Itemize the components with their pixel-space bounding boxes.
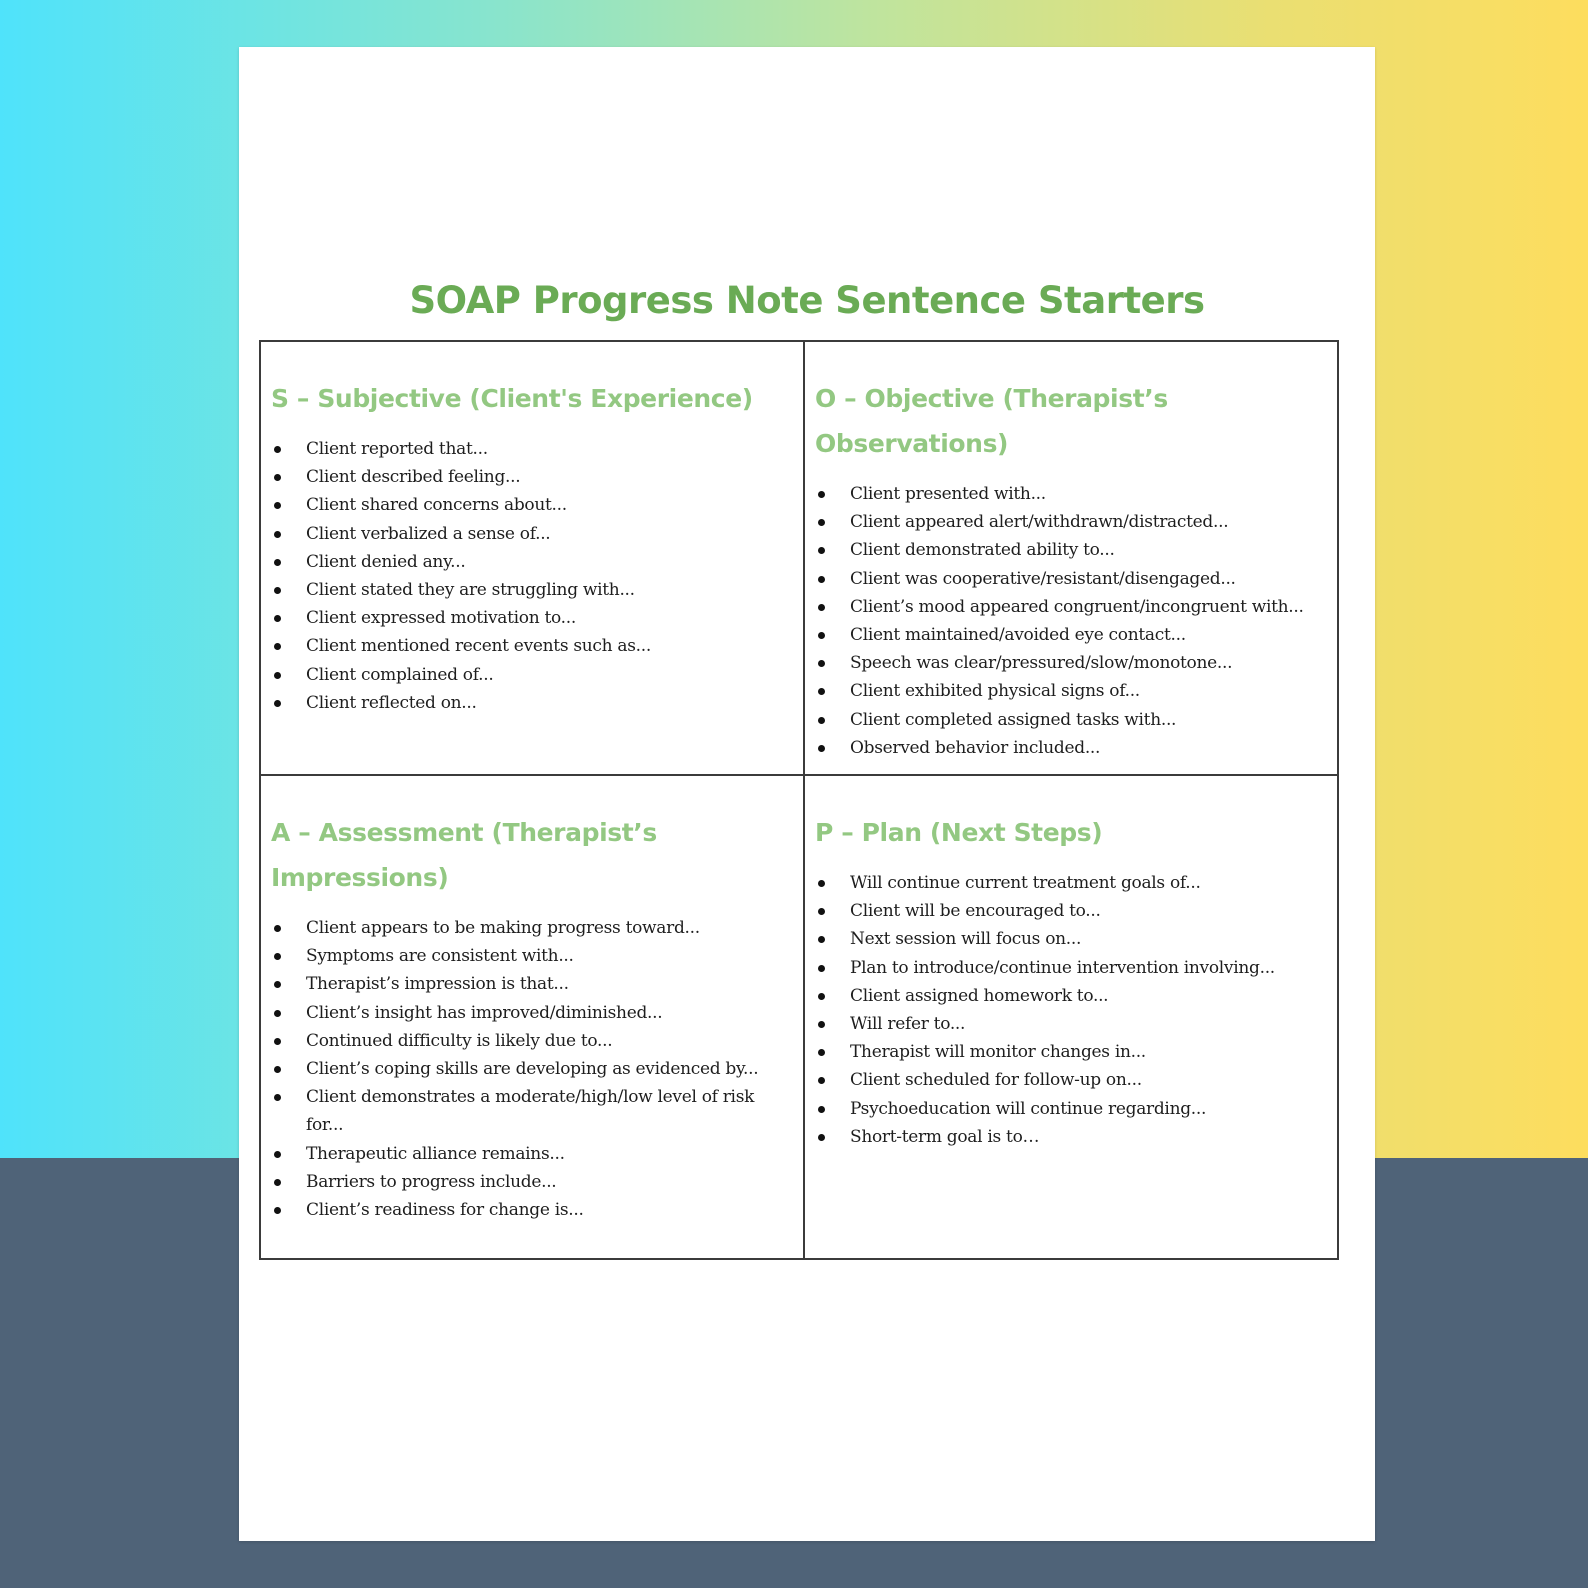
bullet-icon (818, 880, 825, 887)
list-item (271, 1196, 793, 1224)
list-item-text: Client verbalized a sense of... (306, 523, 551, 544)
list-item-text: Client completed assigned tasks with... (850, 709, 1177, 730)
list-item-text: Client assigned homework to... (850, 985, 1109, 1006)
list-item-text: Client’s coping skills are developing as evidenced by... (306, 1059, 759, 1080)
bullet-icon (818, 1106, 825, 1113)
assessment-section (261, 776, 805, 1258)
list-item-text: Observed behavior included... (850, 737, 1101, 758)
list-item-text: Client presented with... (850, 484, 1046, 504)
objective-list (815, 480, 1327, 762)
bullet-icon (818, 936, 825, 943)
list-item-text: Psychoeducation will continue regarding... (850, 1098, 1207, 1119)
bullet-icon (274, 925, 281, 932)
bullet-icon (274, 502, 281, 509)
bullet-icon (818, 1134, 825, 1141)
document-title: SOAP Progress Note Sentence Starters (409, 279, 1205, 322)
bullet-icon (818, 576, 825, 583)
list-item (271, 999, 793, 1027)
list-item-text: Client was cooperative/resistant/disengaged... (850, 568, 1236, 589)
list-item (815, 869, 1327, 897)
list-item (815, 954, 1327, 982)
list-item (271, 604, 793, 632)
list-item (271, 1027, 793, 1055)
list-item (815, 621, 1327, 649)
bullet-icon (818, 1049, 825, 1056)
list-item-text: Client appeared alert/withdrawn/distracted... (850, 512, 1229, 533)
plan-heading: P – Plan (Next Steps) (815, 818, 1103, 847)
list-item-text: Client’s insight has improved/diminished... (306, 1002, 663, 1023)
list-item-text: Client demonstrated ability to... (850, 540, 1115, 561)
bullet-icon (818, 908, 825, 915)
list-item-text: Client maintained/avoided eye contact... (850, 625, 1186, 646)
bullet-icon (274, 1066, 281, 1073)
list-item-text: Client exhibited physical signs of... (850, 681, 1140, 702)
bullet-icon (818, 717, 825, 724)
bullet-icon (818, 745, 825, 752)
list-item (271, 689, 793, 717)
list-item (815, 1095, 1327, 1123)
bullet-icon (818, 965, 825, 972)
list-item (271, 463, 793, 491)
list-item (271, 491, 793, 519)
assessment-heading: A – Assessment (Therapist’s Impressions) (271, 818, 657, 892)
bullet-icon (818, 491, 825, 498)
bullet-icon (274, 531, 281, 538)
list-item (815, 508, 1327, 536)
list-item-text: Barriers to progress include... (306, 1171, 557, 1192)
bullet-icon (274, 615, 281, 622)
bullet-icon (274, 559, 281, 566)
bullet-icon (274, 1151, 281, 1158)
soap-table (259, 340, 1339, 1260)
list-item (271, 548, 793, 576)
list-item (815, 593, 1327, 621)
document-page (239, 47, 1375, 1541)
bullet-icon (274, 474, 281, 481)
bullet-icon (274, 587, 281, 594)
objective-section (805, 342, 1337, 776)
list-item (271, 914, 793, 942)
list-item (815, 706, 1327, 734)
bullet-icon (274, 700, 281, 707)
bullet-icon (818, 547, 825, 554)
list-item (815, 565, 1327, 593)
list-item-text: Client described feeling... (306, 467, 521, 488)
list-item-text: Client’s readiness for change is... (306, 1200, 584, 1221)
list-item (815, 897, 1327, 925)
list-item-text: Will refer to... (850, 1014, 966, 1035)
list-item-text: Client reported that... (306, 439, 488, 459)
list-item (815, 1038, 1327, 1066)
list-item-text: Continued difficulty is likely due to... (306, 1030, 613, 1051)
list-item (271, 520, 793, 548)
list-item-text: Client stated they are struggling with... (306, 580, 635, 601)
bullet-icon (818, 993, 825, 1000)
list-item-text: Client reflected on... (306, 692, 477, 713)
list-item-text: Therapist will monitor changes in... (850, 1042, 1146, 1063)
plan-list (815, 869, 1327, 1151)
list-item-text: Therapist’s impression is that... (306, 974, 569, 995)
list-item (271, 1140, 793, 1168)
subjective-heading: S – Subjective (Client's Experience) (271, 384, 753, 413)
list-item-text: Client expressed motivation to... (306, 608, 576, 629)
list-item (271, 661, 793, 689)
list-item (815, 536, 1327, 564)
list-item-text: Client’s mood appeared congruent/incongruent with... (850, 596, 1304, 617)
list-item (815, 480, 1327, 508)
list-item-text: Client complained of... (306, 664, 494, 685)
list-item (815, 649, 1327, 677)
list-item (815, 677, 1327, 705)
list-item-text: Will continue current treatment goals of... (850, 873, 1201, 893)
bullet-icon (274, 1010, 281, 1017)
list-item-text: Plan to introduce/continue intervention involving... (850, 957, 1275, 978)
list-item (271, 942, 793, 970)
list-item (815, 1010, 1327, 1038)
bullet-icon (274, 1179, 281, 1186)
bullet-icon (274, 446, 281, 453)
list-item-text: Speech was clear/pressured/slow/monotone... (850, 653, 1233, 674)
subjective-list (271, 435, 793, 717)
list-item (815, 734, 1327, 762)
list-item (271, 576, 793, 604)
bullet-icon (274, 981, 281, 988)
list-item-text: Short-term goal is to… (850, 1126, 1040, 1147)
list-item-text: Client mentioned recent events such as... (306, 636, 651, 657)
list-item (271, 1055, 793, 1083)
plan-section (805, 776, 1337, 1258)
bullet-icon (818, 688, 825, 695)
list-item-text: Client denied any... (306, 551, 466, 572)
list-item (815, 982, 1327, 1010)
list-item-text: Client demonstrates a moderate/high/low level of risk for... (306, 1087, 755, 1136)
list-item-text: Client will be encouraged to... (850, 901, 1101, 922)
list-item-text: Symptoms are consistent with... (306, 946, 574, 967)
bullet-icon (274, 1038, 281, 1045)
assessment-list (271, 914, 793, 1224)
bullet-icon (818, 632, 825, 639)
list-item (815, 1066, 1327, 1094)
list-item-text: Client shared concerns about... (306, 495, 567, 516)
bullet-icon (818, 604, 825, 611)
list-item (815, 925, 1327, 953)
bullet-icon (818, 1021, 825, 1028)
list-item (815, 1123, 1327, 1151)
list-item (271, 632, 793, 660)
subjective-section (261, 342, 805, 776)
bullet-icon (818, 519, 825, 526)
bullet-icon (274, 953, 281, 960)
bullet-icon (274, 1094, 281, 1101)
bullet-icon (818, 1077, 825, 1084)
objective-heading: O – Objective (Therapist’s Observations) (815, 384, 1168, 458)
list-item-text: Client appears to be making progress toward... (306, 918, 700, 938)
list-item (271, 1168, 793, 1196)
list-item-text: Therapeutic alliance remains... (306, 1143, 565, 1164)
list-item-text: Next session will focus on... (850, 929, 1082, 950)
list-item (271, 1083, 793, 1139)
list-item (271, 435, 793, 463)
bullet-icon (818, 660, 825, 667)
list-item (271, 970, 793, 998)
bullet-icon (274, 672, 281, 679)
bullet-icon (274, 643, 281, 650)
bullet-icon (274, 1207, 281, 1214)
list-item-text: Client scheduled for follow-up on... (850, 1070, 1142, 1091)
